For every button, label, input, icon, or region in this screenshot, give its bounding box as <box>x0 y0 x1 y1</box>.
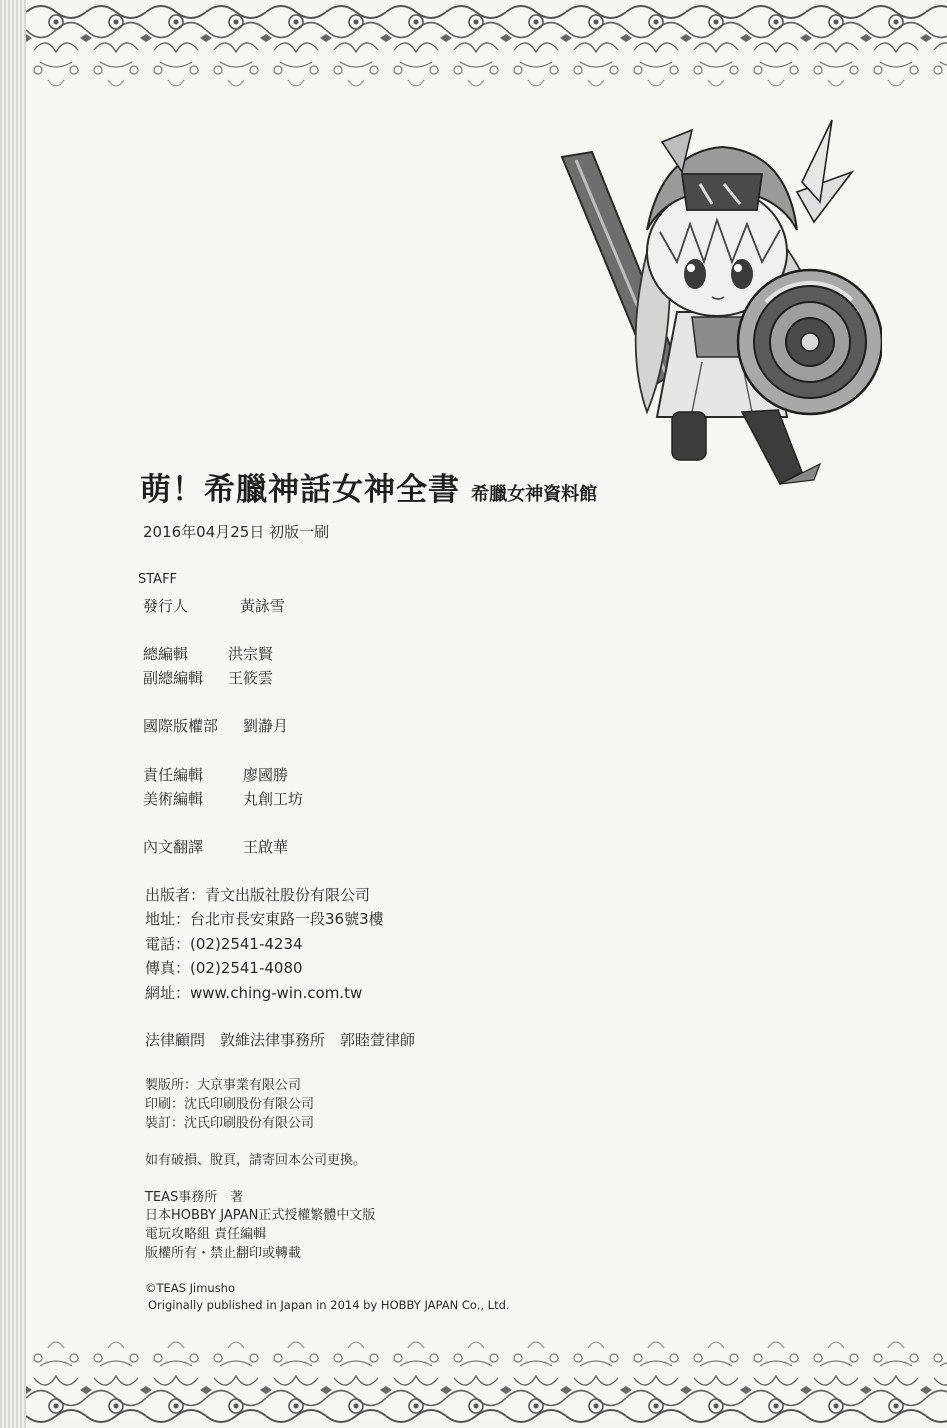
staff-heading: STAFF <box>138 572 178 587</box>
page-stack-edge <box>0 0 26 1428</box>
chibi-goddess-illustration <box>552 112 882 497</box>
publisher-phone: 電話：(02)2541-4234 <box>145 935 303 953</box>
edition-date: 2016年04月25日 初版一刷 <box>143 523 330 541</box>
chief-editor-role: 總編輯 <box>143 645 189 663</box>
damage-notice: 如有破損、脫頁，請寄回本公司更換。 <box>145 1153 367 1168</box>
printer: 印刷：沈氏印刷股份有限公司 <box>145 1097 315 1112</box>
chief-editor-name: 洪宗賢 <box>228 645 274 663</box>
license-credit: 日本HOBBY JAPAN正式授權繁體中文版 <box>145 1208 376 1223</box>
publisher-address: 地址：台北市長安東路一段36號3樓 <box>145 910 384 928</box>
deputy-editor-role: 副總編輯 <box>143 669 204 687</box>
bottom-ornament-border <box>26 1328 947 1428</box>
art-editor-role: 美術編輯 <box>143 790 204 808</box>
book-subtitle: 希臘女神資料館 <box>471 484 598 505</box>
publisher-role: 發行人 <box>143 597 189 615</box>
plate-maker: 製版所：大京事業有限公司 <box>145 1078 302 1093</box>
rights-reserved: 版權所有・禁止翻印或轉載 <box>145 1246 302 1261</box>
legal-advisor: 法律顧問 敦維法律事務所 郭睦萱律師 <box>145 1031 416 1049</box>
publisher-name: 黃詠雪 <box>240 597 286 615</box>
deputy-editor-name: 王筱雲 <box>228 669 274 687</box>
editor-team-credit: 電玩攻略組 責任編輯 <box>145 1227 267 1242</box>
rights-dept-name: 劉瀞月 <box>243 717 289 735</box>
translator-name: 王啟華 <box>243 838 289 856</box>
editor-name: 廖國勝 <box>243 766 289 784</box>
publisher-company: 出版者：青文出版社股份有限公司 <box>145 886 371 904</box>
publisher-fax: 傳真：(02)2541-4080 <box>145 959 303 977</box>
art-editor-name: 丸創工坊 <box>243 790 304 808</box>
editor-role: 責任編輯 <box>143 766 204 784</box>
original-publication: Originally published in Japan in 2014 by HOBBY JAPAN Co., Ltd. <box>148 1298 510 1312</box>
author-credit: TEAS事務所 著 <box>145 1190 244 1205</box>
top-ornament-border <box>26 0 947 100</box>
rights-dept-role: 國際版權部 <box>143 717 219 735</box>
copyright-line: ©TEAS Jimusho <box>145 1281 236 1295</box>
title-block <box>140 464 597 509</box>
translator-role: 內文翻譯 <box>143 838 204 856</box>
publisher-website: 網址：www.ching-win.com.tw <box>145 984 363 1002</box>
binder: 裝訂：沈氏印刷股份有限公司 <box>145 1116 315 1131</box>
book-title: 萌！希臘神話女神全書 <box>140 472 460 508</box>
